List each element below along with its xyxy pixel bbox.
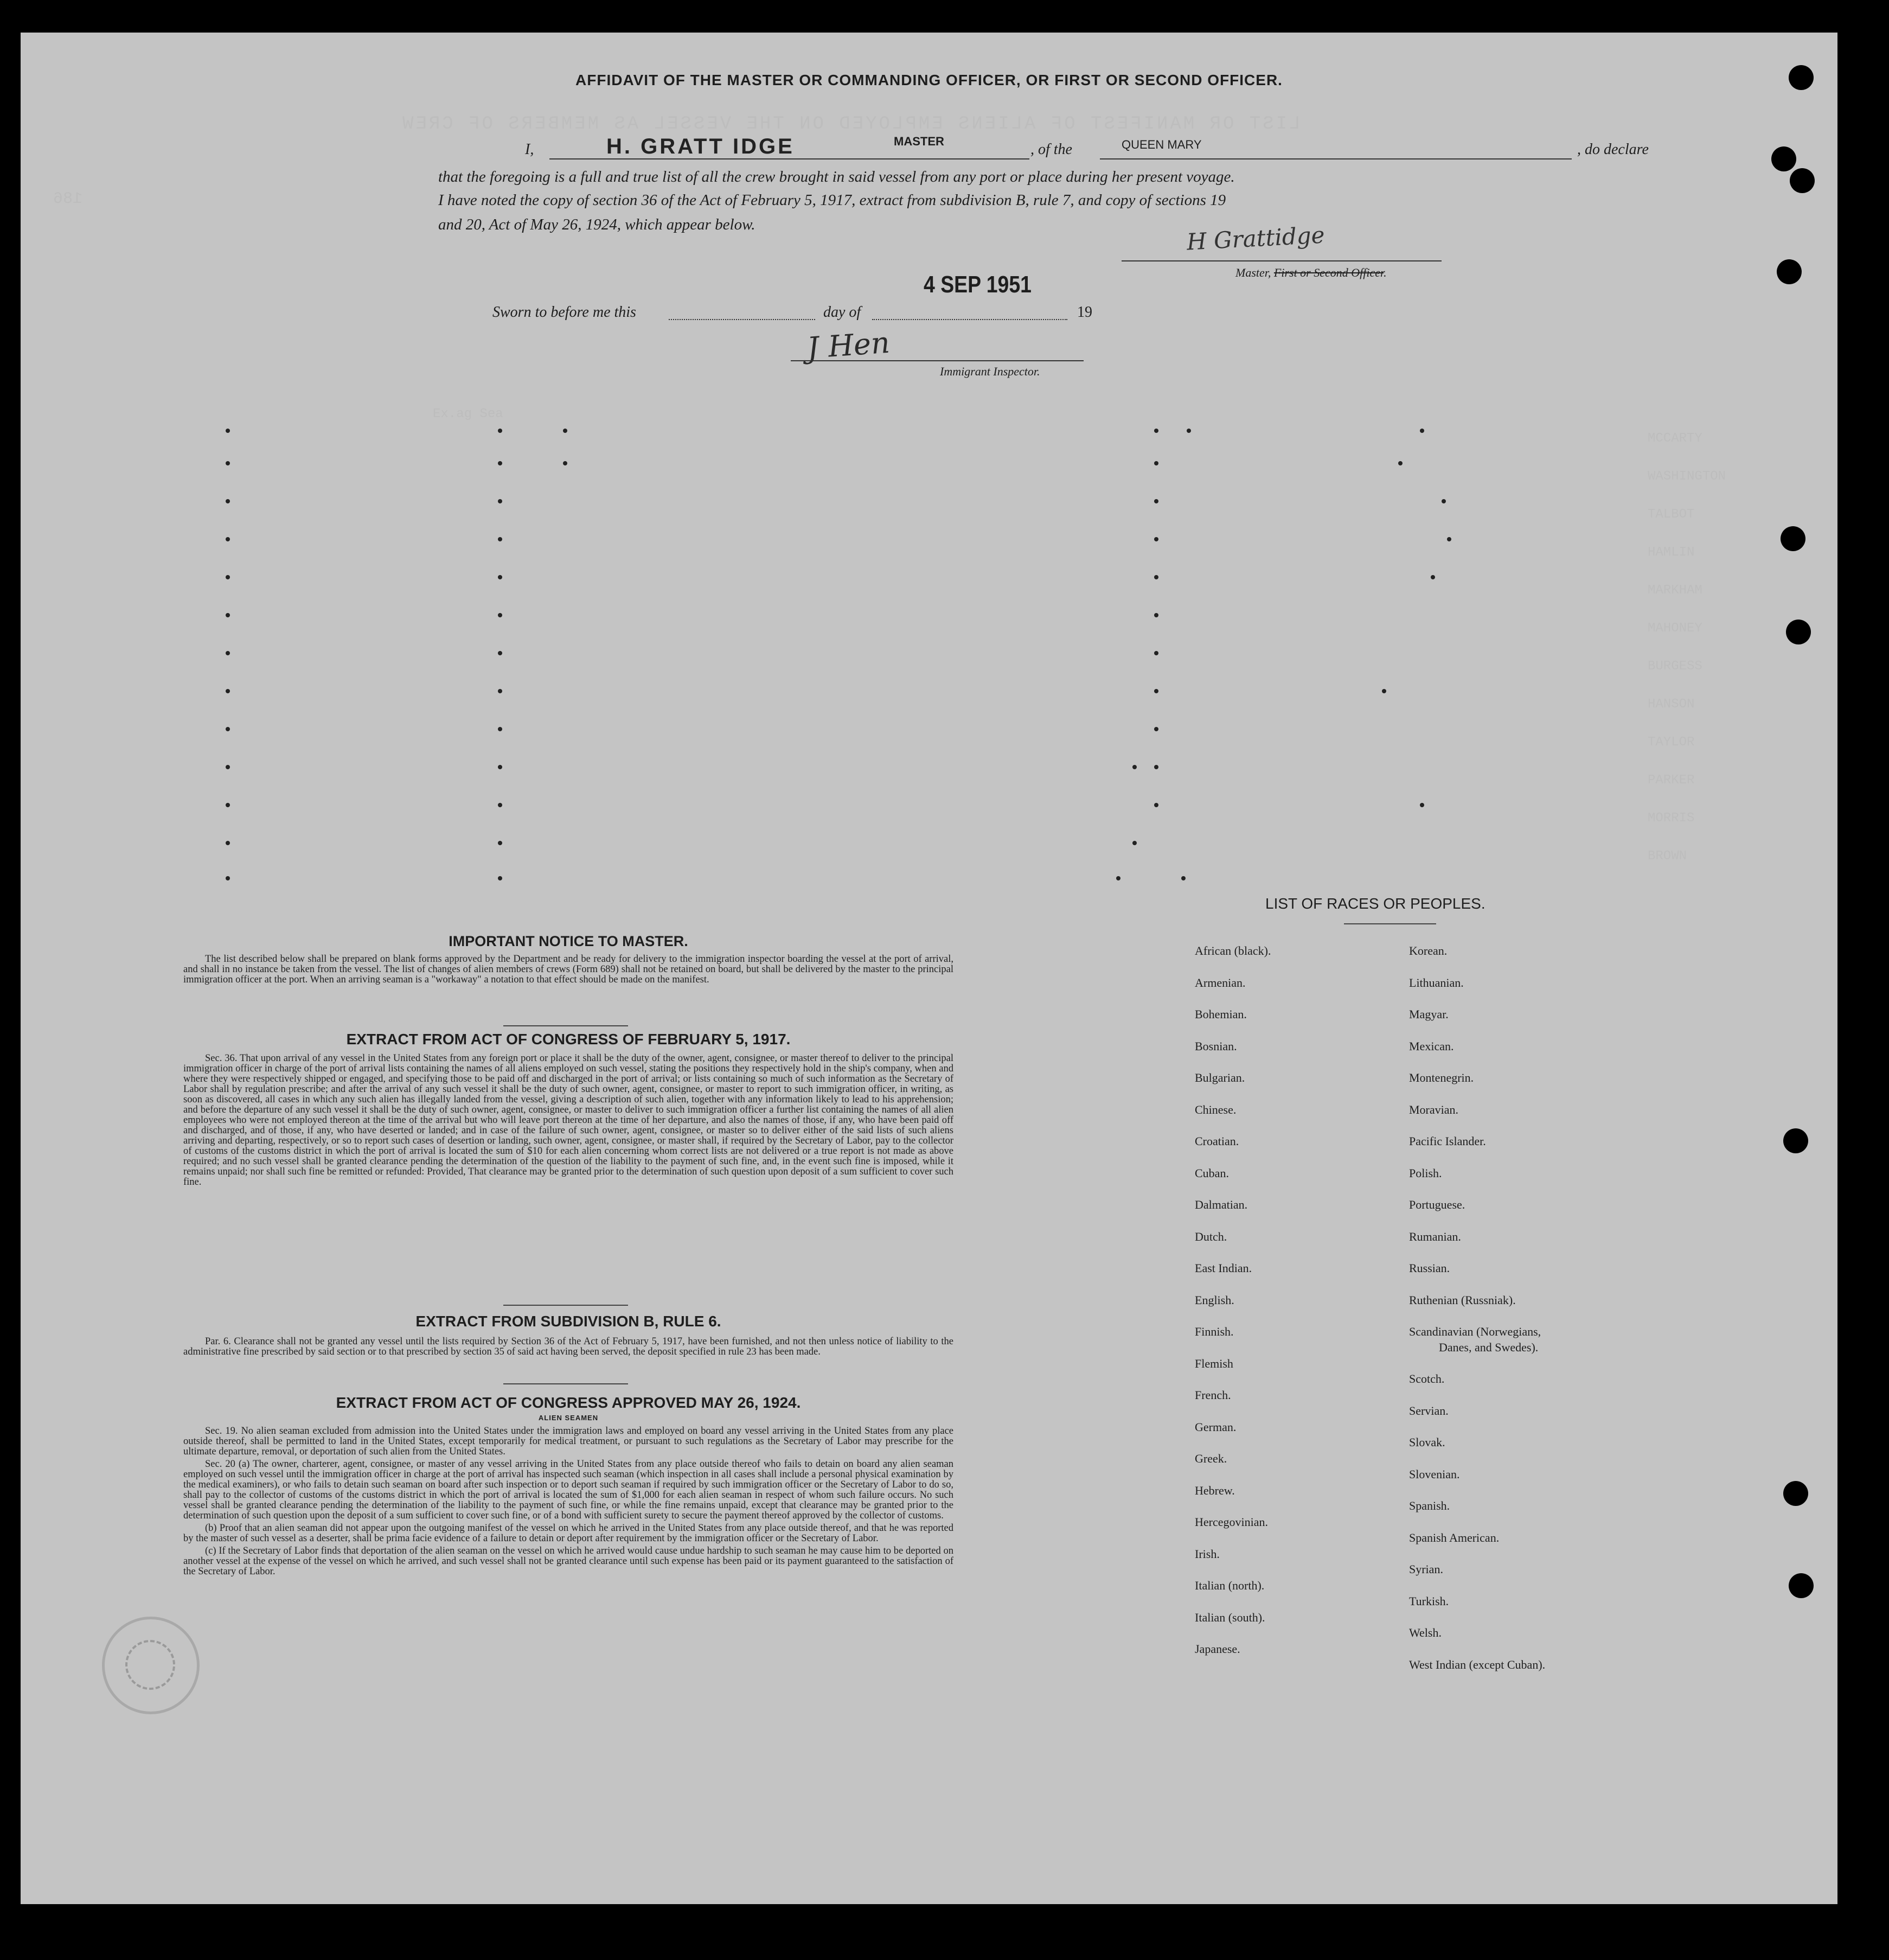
race-item: Japanese. (1195, 1642, 1240, 1656)
day-line (669, 319, 815, 320)
notice-text: The list described below shall be prepared on blank forms approved by the Department and be ready for delivery to the immigration inspector boarding the vessel at the port of arrival, and shall in no instance be taken from the vessel. The list of changes of alien members of crews (Form 689) shall not be retained on board, but shall be delivered by the master to the principal immigration officer at the port. When an arriving seaman is a "workaway" a notation to that effect should be made on the manifest. (183, 954, 953, 985)
notice-title: IMPORTANT NOTICE TO MASTER. (449, 933, 688, 949)
race-item: Danes, and Swedes). (1439, 1340, 1539, 1354)
race-item: German. (1195, 1420, 1237, 1434)
vessel-line (1100, 158, 1572, 159)
race-item: French. (1195, 1388, 1231, 1402)
race-item: Chinese. (1195, 1102, 1237, 1116)
extract-rule-6 (183, 1313, 953, 1359)
race-item: Syrian. (1409, 1562, 1443, 1576)
race-item: Dalmatian. (1195, 1198, 1248, 1211)
race-item: Italian (north). (1195, 1579, 1265, 1592)
date-stamp: 4 SEP 1951 (924, 271, 1032, 298)
race-item: Montenegrin. (1409, 1071, 1474, 1084)
race-item: Flemish (1195, 1356, 1233, 1370)
race-item: Magyar. (1409, 1007, 1449, 1021)
race-item: Slovak. (1409, 1435, 1445, 1449)
inspector-signature: J Hen (805, 325, 891, 366)
important-notice (183, 933, 953, 987)
race-item: Ruthenian (Russniak). (1409, 1293, 1516, 1307)
race-item: Rumanian. (1409, 1229, 1461, 1243)
binder-hole (1783, 1128, 1808, 1153)
extract-rule-6-text: Par. 6. Clearance shall not be granted any vessel until the lists required by Section 36 of the Act of February 5, 1917, have been furnished, and not then unless notice of liability to the administrative fine prescribed by said section or to that prescribed by section 35 of said act having been served, the deposit specified in rule 23 has been made. (183, 1336, 953, 1357)
binder-hole (1789, 65, 1814, 90)
race-item: Welsh. (1409, 1626, 1442, 1639)
race-item: Finnish. (1195, 1325, 1234, 1338)
race-item: Slovenian. (1409, 1467, 1460, 1481)
race-item: Italian (south). (1195, 1610, 1265, 1624)
race-item: Mexican. (1409, 1039, 1454, 1053)
binder-hole (1771, 146, 1796, 171)
race-item: Croatian. (1195, 1134, 1239, 1148)
master-caption: Master, First or Second Officer. (1235, 266, 1387, 279)
race-item: Scotch. (1409, 1372, 1445, 1386)
binder-hole (1790, 168, 1815, 193)
extract-1924-sec19: Sec. 19. No alien seaman excluded from admission into the United States under the immigration laws and employed on board any vessel arriving in the United States from any place outside thereof, shall be permitted to land in the United States, except temporarily for medical treatment, or pursuant to such regulations as the Secretary of Labor may prescribe for the ultimate departure, removal, or deportation of such alien from the United States. (183, 1426, 953, 1457)
race-item: Scandinavian (Norwegians, (1409, 1325, 1541, 1338)
race-item: Portuguese. (1409, 1198, 1465, 1211)
race-item: Servian. (1409, 1403, 1449, 1418)
master-signature-line (1122, 260, 1442, 261)
race-item: English. (1195, 1293, 1234, 1307)
rank: MASTER (894, 135, 944, 148)
document-page: LIST OR MANIFEST OF ALIENS EMPLOYED ON THE VESSEL AS MEMBERS OF CREW 186 AFFIDAVIT OF THE MASTER OR COMMANDING OFFICER, OR FIRST OR SECOND OFFICER. I, H. GRATT IDGE MASTER , of the QUEEN MARY , do declare that the foregoing is a full and true list of all the crew brought in said vessel from any port or place during her present voyage. I have noted the copy of section 36 of the Act of February 5, 1917, extract from subdivision B, rule 7, and copy of sections 19 and 20, Act of May 26, 1924, which appear below. H Grattidge Master, First or Second Officer. 4 SEP 1951 Sworn to before me this day of 19 J Hen Immigrant Inspector. Ex.ag Sea MCCARTY WASHINGTON TALBOT HAMLIN MARKHAM MAHONEY BURGESS HANSON TAYLOR PARKER MORRIS BROWN IMPORTANT NOTICE TO MASTER. The list described below shall be prepared on blank forms approved by the Department and be ready for delivery to the immigration inspector boarding the vessel at the port of arrival, and shall in no instance be taken from the vessel. The list of changes of alien members of crews (Form 689) shall not be retained on board, but shall be delivered by the master to the principal immigration officer at the port. When an arriving seaman is a "workaway" a notation to that effect should be made on the manifest. EXTRACT FROM ACT OF CONGRESS OF FEBRUARY 5, 1917. Sec. 36. That upon arrival of any vessel in the United States from any foreign port or place it shall be the duty of the owner, agent, consignee, or master thereof to deliver to the principal immigration officer in charge of the port of arrival lists containing the names of all aliens employed on such vessel, stating the positions they respectively hold in the ship's company, when and where they were respectively shipped or engaged, and specifying those to be paid off and discharged in the port of arrival; or lists containing so much of such information as the Secretary of Labor shall by regulation prescribe; and after the arrival of any such vessel it shall be the duty of such owner, agent, consignee, or master to report to such immigration officer, in writing, as soon as discovered, all cases in which any such alien has illegally landed from the vessel, giving a description of such alien, together with any information likely to lead to his apprehension; and before the departure of any such vessel it shall be the duty of such owner, agent, consignee, or master to deliver to such immigration officer a further list containing the names of all alien employees who were not employed thereon at the time of the arrival but who will leave port thereon at the time of her departure, and also the names of those, if any, who have been paid off and discharged, and of those, if any, who have deserted or landed; and in case of the failure of such owner, agent, consignee, or master so to deliver either of the said lists of such aliens arriving and departing, respectively, or so to report such cases of desertion or landing, such owner, agent, consignee, or master shall, if required by the Secretary of Labor, pay to the collector of customs of the customs district in which the port of arrival is located the sum of $10 for each alien concerning whom correct lists are not delivered or a true report is not made as above required; and no such vessel shall be granted clearance pending the determination of the question of the liability to the payment of such fine, and, in the event such fine is imposed, while it remains unpaid; nor shall such fine be remitted or refunded: Provided, That clearance may be granted prior to the determination of such question upon deposit of a sum sufficient to cover such fine. EXTRACT FROM SUBDIVISION B, RULE 6. Par. 6. Clearance shall not be granted any vessel until the lists required by Section 36 of the Act of February 5, 1917, have been furnished, and not then unless notice of liability to the administrative fine prescribed by said section or to that prescribed by section 35 of said act having been served, the deposit specified in rule 23 has been made. EXTRACT FROM ACT OF CONGRESS APPROVED MAY 26, 1924. ALIEN SEAMEN Sec. 19. No alien seaman excluded from admission into the United States under the immigration laws and employed on board any vessel arriving in the United States from any place outside thereof, shall be permitted to land in the United States, except temporarily for medical treatment, or pursuant to such regulations as the Secretary of Labor may prescribe for the ultimate departure, removal, or deportation of such alien from the United States. Sec. 20 (a) The owner, charterer, agent, consignee, or master of any vessel arriving in the United States from any place outside thereof who fails to detain on board any alien seaman employed on such vessel until the immigration officer in charge at the port of arrival has inspected such seaman (which inspection in all cases shall include a personal physical examination by the medical examiners), or who fails to detain such seaman on board after such inspection or to deport such seaman if required by such immigration officer or the Secretary of Labor to do so, shall pay to the collector of customs of the customs district in which the port of arrival is located the sum of $1,000 for each alien seaman in respect of whom such failure occurs. No such vessel shall be granted clearance pending the determination of the liability to the payment of such fine, or while the fine remains unpaid, except that clearance may be granted prior to the determination of such question upon the deposit of a sum sufficient to cover such fine, or of a bond with sufficient surety to secure the payment thereof approved by the collector of customs. (b) Proof that an alien seaman did not appear upon the outgoing manifest of the vessel on which he arrived in the United States from any place outside thereof, and that he was reported by the master of such vessel as a deserter, shall be prima facie evidence of a failure to detain or deport after requirement by the immigration officer or the Secretary of Labor. (c) If the Secretary of Labor finds that deportation of the alien seaman on the vessel on which he arrived would cause undue hardship to such seaman he may cause him to be deported on another vessel at the expense of the vessel on which he arrived, and such vessel shall not be granted clearance until such expense has been paid or its payment guaranteed to the satisfaction of the Secretary of Labor. LIST OF RACES OR PEOPLES. African (black). Armenian. Bohemian. Bosnian. Bulgarian. Chinese. Croatian. Cuban. Dalmatian. Dutch. East Indian. English. Finnish. Flemish French. German. Greek. Hebrew. Hercegovinian. Irish. Italian (north). Italian (south). Japanese. Korean. Lithuanian. Magyar. Mexican. Montenegrin. Moravian. Pacific Islander. Polish. Portuguese. Rumanian. Russian. Ruthenian (Russniak). Scandinavian (Norwegians, Danes, and Swedes). Scotch. Servian. Slovak. Slovenian. Spanish. Spanish American. Syrian. Turkish. Welsh. West Indian (except Cuban). (21, 33, 1837, 1904)
affidavit-title: AFFIDAVIT OF THE MASTER OR COMMANDING OFFICER, OR FIRST OR SECOND OFFICER. (575, 72, 1283, 88)
race-item: Spanish. (1409, 1499, 1450, 1512)
race-item: Lithuanian. (1409, 975, 1464, 989)
race-item: Pacific Islander. (1409, 1134, 1486, 1148)
vessel-name: QUEEN MARY (1122, 138, 1202, 151)
sworn-text: Sworn to before me this (492, 304, 636, 321)
separator (503, 1025, 628, 1026)
inspector-caption: Immigrant Inspector. (940, 365, 1040, 378)
of-the-text: , of the (1030, 141, 1072, 158)
separator (503, 1305, 628, 1306)
day-of-text: day of (823, 304, 861, 321)
race-item: Bohemian. (1195, 1007, 1247, 1021)
race-item: Russian. (1409, 1261, 1450, 1275)
race-item: Bulgarian. (1195, 1071, 1245, 1084)
race-item: Polish. (1409, 1166, 1442, 1180)
binder-hole (1777, 259, 1802, 284)
faded-stamp (102, 1617, 200, 1714)
bleed-through-heading: LIST OR MANIFEST OF ALIENS EMPLOYED ON THE VESSEL AS MEMBERS OF CREW (400, 114, 1301, 135)
race-item: Bosnian. (1195, 1039, 1237, 1053)
race-item: Greek. (1195, 1452, 1227, 1465)
declare-prefix: I, (525, 141, 534, 158)
separator (503, 1383, 628, 1384)
race-item: Armenian. (1195, 975, 1246, 989)
name-line (549, 158, 1029, 159)
affidavit-line-2: that the foregoing is a full and true list of all the crew brought in said vessel from any port or place during her present voyage. (438, 168, 1235, 186)
race-item: Turkish. (1409, 1594, 1449, 1608)
race-item: African (black). (1195, 944, 1271, 957)
race-item: Cuban. (1195, 1166, 1229, 1180)
extract-1924-sec20c: (c) If the Secretary of Labor finds that deportation of the alien seaman on the vessel on which he arrived would cause undue hardship to such seaman he may cause him to be deported on another vessel at the expense of the vessel on which he arrived, and such vessel shall not be granted clearance until such expense has been paid or its payment guaranteed to the satisfaction of the Secretary of Labor. (183, 1546, 953, 1577)
separator (1344, 923, 1436, 924)
extract-1917-text: Sec. 36. That upon arrival of any vessel in the United States from any foreign port or place it shall be the duty of the owner, agent, consignee, or master thereof to deliver to the principal immigration officer in charge of the port of arrival lists containing the names of all aliens employed on such vessel, stating the positions they respectively hold in the ship's company, when and where they were respectively shipped or engaged, and specifying those to be paid off and discharged in the port of arrival; or lists containing so much of such information as the Secretary of Labor shall by regulation prescribe; and after the arrival of any such vessel it shall be the duty of such owner, agent, consignee, or master to report to such immigration officer, in writing, as soon as discovered, all cases in which any such alien has illegally landed from the vessel, giving a description of such alien, together with any information likely to lead to his apprehension; and before the departure of any such vessel it shall be the duty of such owner, agent, consignee, or master to deliver to such immigration officer a further list containing the names of all alien employees who were not employed thereon at the time of the arrival but who will leave port thereon at the time of her departure, and also the names of those, if any, who have been paid off and discharged, and of those, if any, who have deserted or landed; and in case of the failure of such owner, agent, consignee, or master so to deliver either of the said lists of such aliens arriving and departing, respectively, or so to report such cases of desertion or landing, such owner, agent, consignee, or master shall, if required by the Secretary of Labor, pay to the collector of customs of the customs district in which the port of arrival is located the sum of $10 for each alien concerning whom correct lists are not delivered or a true report is not made as above required; and no such vessel shall be granted clearance pending the determination of the question of the liability to the payment of such fine, and, in the event such fine is imposed, while it remains unpaid; nor shall such fine be remitted or refunded: Provided, That clearance may be granted prior to the determination of such question upon deposit of a sum sufficient to cover such fine. (183, 1053, 953, 1188)
affidavit-line-4: and 20, Act of May 26, 1924, which appear below. (438, 216, 755, 233)
race-item: Hebrew. (1195, 1483, 1235, 1497)
year-prefix: 19 (1077, 304, 1092, 321)
extract-1917-title: EXTRACT FROM ACT OF CONGRESS OF FEBRUARY 5, 1917. (346, 1031, 791, 1048)
binder-hole (1781, 526, 1805, 551)
affidavit-line-3: I have noted the copy of section 36 of the Act of February 5, 1917, extract from subdivision B, rule 7, and copy of sections 19 (438, 191, 1226, 209)
extract-rule-6-title: EXTRACT FROM SUBDIVISION B, RULE 6. (415, 1313, 721, 1330)
binder-hole (1783, 1481, 1808, 1506)
race-item: Korean. (1409, 944, 1448, 957)
race-item: West Indian (except Cuban). (1409, 1657, 1546, 1671)
corner-number: 186 (53, 190, 83, 208)
extract-1924-subtitle: ALIEN SEAMEN (538, 1414, 599, 1422)
binder-hole (1789, 1573, 1814, 1598)
race-item: Hercegovinian. (1195, 1515, 1268, 1529)
race-item: Dutch. (1195, 1229, 1227, 1243)
master-name: H. GRATT IDGE (606, 135, 795, 158)
extract-1924-title: EXTRACT FROM ACT OF CONGRESS APPROVED MAY 26, 1924. (336, 1394, 801, 1411)
extract-1924-sec20a: Sec. 20 (a) The owner, charterer, agent, consignee, or master of any vessel arriving in the United States from any place outside thereof who fails to detain on board any alien seaman employed on such vessel until the immigration officer in charge at the port of arrival has inspected such seaman (which inspection in all cases shall include a personal physical examination by the medical examiners), or who fails to detain such seaman on board after such inspection or to deport such seaman if required by such immigration officer or the Secretary of Labor to do so, shall pay to the collector of customs of the customs district in which the port of arrival is located the sum of $1,000 for each alien seaman in respect of whom such failure occurs. No such vessel shall be granted clearance pending the determination of the liability to the payment of such fine, or while the fine remains unpaid, except that clearance may be granted prior to the determination of such question upon the deposit of a sum sufficient to cover such fine, or of a bond with sufficient surety to secure the payment thereof approved by the collector of customs. (183, 1459, 953, 1521)
race-item: Irish. (1195, 1547, 1220, 1561)
races-title: LIST OF RACES OR PEOPLES. (1265, 895, 1485, 912)
extract-1924 (183, 1394, 953, 1579)
do-declare-text: , do declare (1577, 141, 1649, 158)
month-line (872, 319, 1067, 320)
binder-hole (1786, 620, 1811, 644)
race-item: Spanish American. (1409, 1530, 1500, 1544)
extract-1924-sec20b: (b) Proof that an alien seaman did not appear upon the outgoing manifest of the vessel on which he arrived in the United States from any place outside thereof, and that he was reported by the master of such vessel as a deserter, shall be prima facie evidence of a failure to detain or deport after requirement by the immigration officer or the Secretary of Labor. (183, 1523, 953, 1544)
master-signature: H Grattidge (1186, 221, 1325, 256)
race-item: Moravian. (1409, 1102, 1459, 1116)
race-item: East Indian. (1195, 1261, 1252, 1275)
inspector-signature-line (791, 360, 1084, 361)
extract-1917 (183, 1031, 953, 1190)
